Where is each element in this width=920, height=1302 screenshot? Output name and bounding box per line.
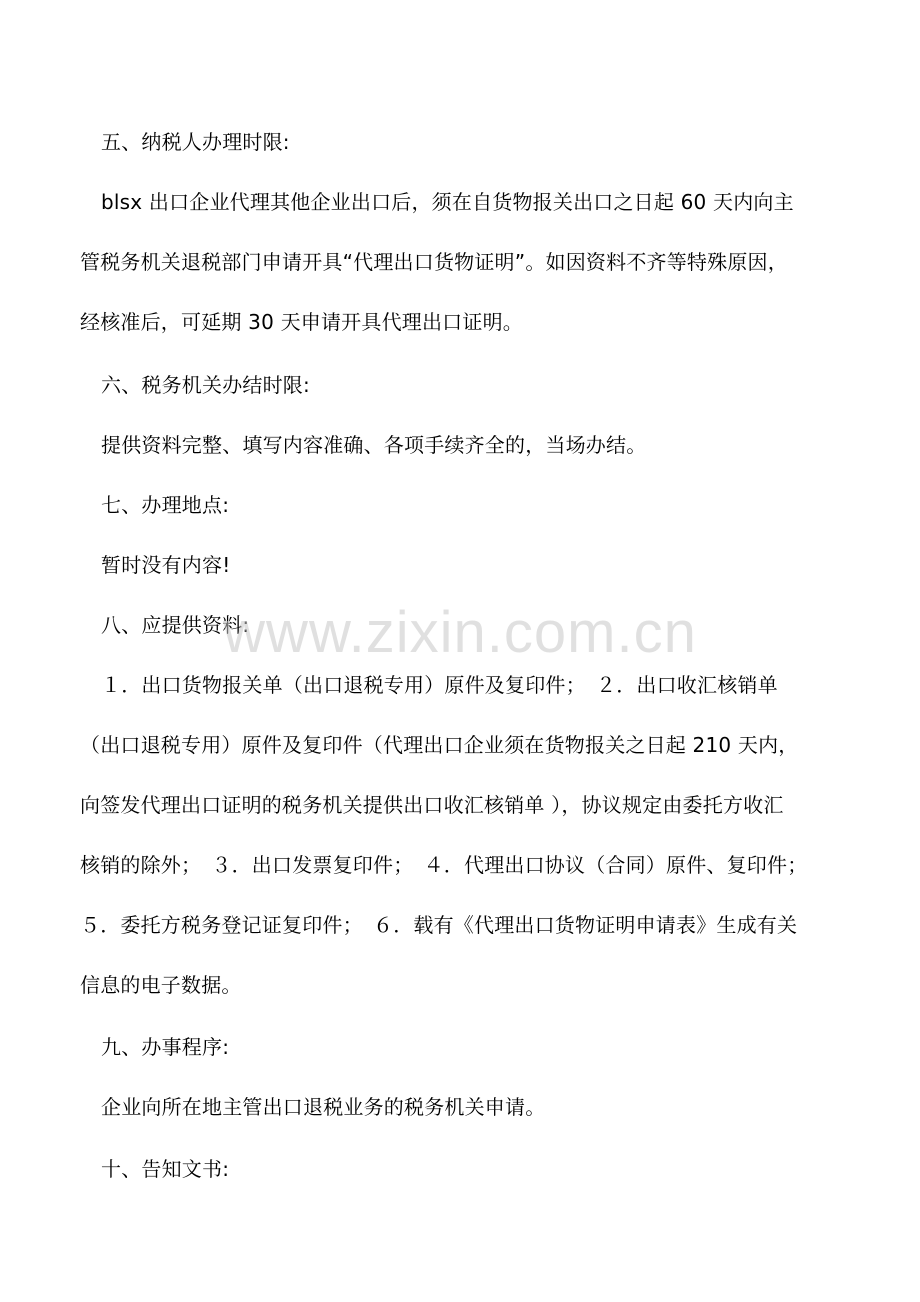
paragraph-line: 向签发代理出口证明的税务机关提供出口收汇核销单 ），协议规定由委托方收汇: [80, 793, 784, 817]
paragraph-line: 核销的除外； ３．出口发票复印件； ４．代理出口协议（合同）原件、复印件；: [80, 853, 808, 877]
heading-location: 七、办理地点:: [101, 493, 230, 517]
paragraph-line: 提供资料完整、填写内容准确、各项手续齐全的，当场办结。: [101, 433, 647, 457]
heading-procedure: 九、办事程序:: [101, 1035, 230, 1059]
paragraph-line: 企业向所在地主管出口退税业务的税务机关申请。: [101, 1095, 546, 1119]
heading-notification-documents: 十、告知文书:: [101, 1157, 230, 1181]
paragraph-line: 暂时没有内容!: [101, 553, 231, 577]
paragraph-line: 经核准后，可延期 30 天申请开具代理出口证明。: [80, 310, 523, 334]
paragraph-line: 管税务机关退税部门申请开具“代理出口货物证明”。如因资料不齐等特殊原因，: [80, 250, 788, 274]
paragraph-line: ５．委托方税务登记证复印件； ６．载有《代理出口货物证明申请表》生成有关: [80, 913, 798, 937]
paragraph-line: （出口退税专用）原件及复印件（代理出口企业须在货物报关之日起 210 天内，: [80, 733, 799, 757]
paragraph-line: １．出口货物报关单（出口退税专用）原件及复印件； ２．出口收汇核销单: [101, 673, 778, 697]
heading-taxpayer-time-limit: 五、纳税人办理时限:: [101, 130, 290, 154]
paragraph-line: 信息的电子数据。: [80, 973, 242, 997]
heading-authority-time-limit: 六、税务机关办结时限:: [101, 373, 310, 397]
paragraph-line: blsx 出口企业代理其他企业出口后，须在自货物报关出口之日起 60 天内向主: [101, 190, 794, 214]
watermark: www.zixin.com.cn: [223, 600, 697, 665]
heading-required-materials: 八、应提供资料:: [101, 613, 250, 637]
